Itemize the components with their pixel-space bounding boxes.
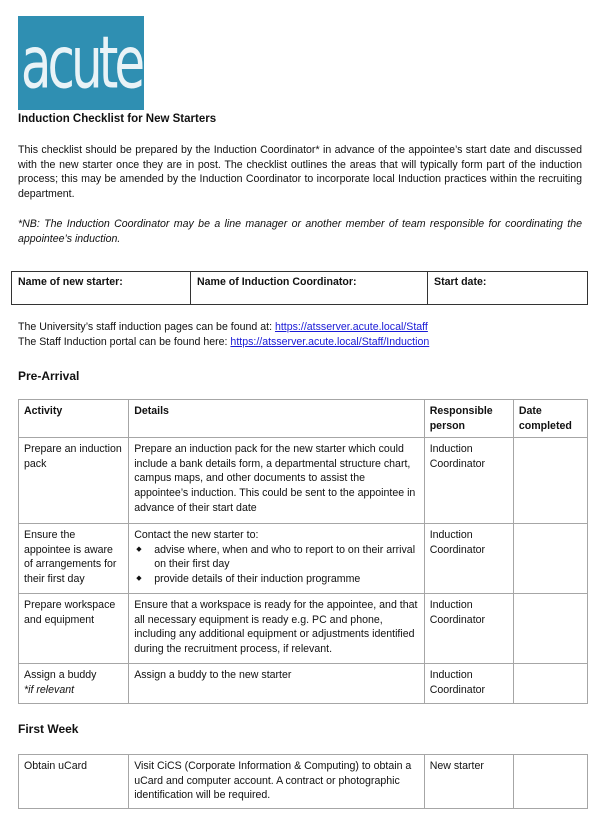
details-cell: Ensure that a workspace is ready for the appointee, and that all necessary equipment is ready e.g. PC and phone, including any additional equipment or adjustments identified during the recruitment process, if relevant.	[129, 594, 425, 664]
first-week-heading: First Week	[18, 722, 79, 736]
induction-portal-link[interactable]: https://atsserver.acute.local/Staff/Induction	[230, 335, 430, 348]
table-row	[19, 524, 588, 594]
column-header: Details	[129, 400, 425, 438]
portal-link-line	[18, 335, 429, 350]
intro-paragraph: This checklist should be prepared by the Induction Coordinator* in advance of the appointee’s start date and discussed with the new starter once they are in post. The checklist outlines the areas that will typically form part of the induction process; this may be amended by the Induction Coordinator to incorporate local Induction practices within the recruiting department.	[18, 144, 582, 200]
responsible-cell: Induction Coordinator	[424, 524, 513, 594]
details-intro: Contact the new starter to:	[134, 529, 259, 542]
date-completed-cell[interactable]	[513, 594, 587, 664]
date-completed-cell[interactable]	[513, 664, 587, 704]
coordinator-name-field[interactable]: Name of Induction Coordinator:	[191, 272, 428, 305]
activity-cell	[19, 664, 129, 704]
details-cell: Prepare an induction pack for the new starter which could include a bank details form, a departmental structure chart, campus maps, and other documents to assist the appointee’s induction. This could be sent to the appointee in advance of their start date	[129, 438, 425, 524]
acute-logo	[18, 16, 144, 110]
activity-note: *if relevant	[24, 683, 75, 696]
table-row	[19, 594, 588, 664]
pre-arrival-table	[18, 399, 588, 704]
activity-cell: Prepare an induction pack	[19, 438, 129, 524]
details-cell: Visit CiCS (Corporate Information & Computing) to obtain a uCard and computer account. A contract or photographic identification will be required.	[129, 755, 425, 809]
list-item: ◆ provide details of their induction programme	[150, 572, 419, 587]
responsible-cell: Induction Coordinator	[424, 438, 513, 524]
starter-info-table	[11, 271, 588, 305]
column-header: Date completed	[513, 400, 587, 438]
details-cell	[129, 524, 425, 594]
pre-arrival-heading: Pre-Arrival	[18, 369, 80, 383]
responsible-cell: Induction Coordinator	[424, 594, 513, 664]
table-row	[19, 664, 588, 704]
column-header: Activity	[19, 400, 129, 438]
table-row	[19, 438, 588, 524]
list-item: ◆ advise where, when and who to report to on their arrival on their first day	[150, 543, 419, 572]
induction-links	[18, 320, 429, 349]
staff-link-line	[18, 320, 429, 335]
first-week-table	[18, 754, 588, 809]
date-completed-cell[interactable]	[513, 438, 587, 524]
date-completed-cell[interactable]	[513, 524, 587, 594]
details-cell: Assign a buddy to the new starter	[129, 664, 425, 704]
details-bullet-list	[134, 543, 419, 587]
table-header-row	[19, 400, 588, 438]
date-completed-cell[interactable]	[513, 755, 587, 809]
staff-pages-link[interactable]: https://atsserver.acute.local/Staff	[274, 321, 428, 333]
nb-note: *NB: The Induction Coordinator may be a line manager or another member of team responsible for coordinating the appointee’s induction.	[18, 218, 582, 245]
logo-text: acute	[20, 20, 142, 106]
table-row	[19, 755, 588, 809]
responsible-cell: New starter	[424, 755, 513, 809]
activity-cell: Obtain uCard	[19, 755, 129, 809]
activity-cell: Prepare workspace and equipment	[19, 594, 129, 664]
portal-link-label: The Staff Induction portal can be found here:	[18, 335, 231, 348]
activity-label: Assign a buddy	[24, 669, 97, 682]
name-of-starter-field[interactable]: Name of new starter:	[12, 272, 191, 305]
staff-link-label: The University’s staff induction pages can be found at:	[18, 321, 275, 333]
document-title: Induction Checklist for New Starters	[18, 113, 217, 125]
activity-cell: Ensure the appointee is aware of arrangements for their first day	[19, 524, 129, 594]
column-header: Responsible person	[424, 400, 513, 438]
start-date-field[interactable]: Start date:	[428, 272, 588, 305]
responsible-cell: Induction Coordinator	[424, 664, 513, 704]
